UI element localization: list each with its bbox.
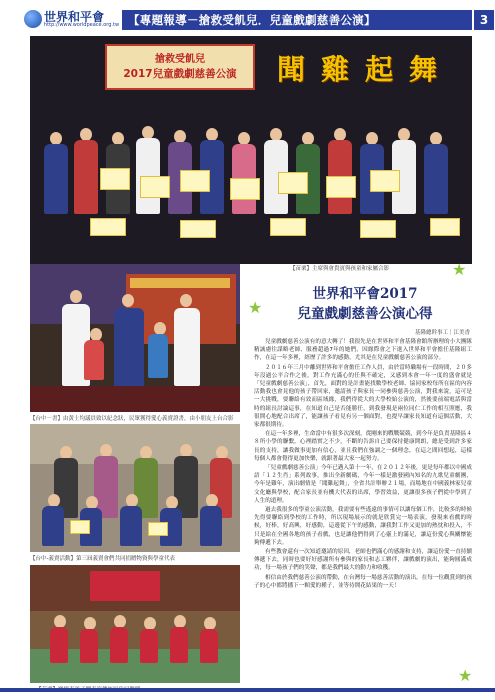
globe-icon [24, 10, 42, 28]
article-paragraph: 相信由於我們慈善公演的帶動，在台灣每一場慈善活動的演出，在每一位觀賞到的孩子的心中都將播下一顆愛的種子，並等待開花結果的一天！ [254, 574, 472, 589]
stage-title-char: 舞 [408, 53, 437, 86]
article-author: 基隆總幹事工｜江美香 [414, 330, 470, 336]
stage-title-char: 起 [364, 53, 393, 86]
article-paragraph: 在這一年多裡，生命當中有很多次深刻，從剛來的戰戰兢兢，到今年是負責基隆區４８所小學的聯繫，心裡踏實之不少，不斷的告訴自己要保持健康開朗，總是受到許多家長的支持，讓我做事更加有信心，並且我們在強調之一個理念，在這之間回想起，這樣每個人都會覺得更加快樂，就跟著最大家一起努力。 [254, 431, 472, 462]
main-group-photo [30, 36, 472, 264]
org-url: http://www.worldpeace.org.tw [44, 22, 120, 28]
star-icon: ★ [452, 260, 467, 279]
page-number: 3 [474, 10, 494, 30]
org-name: 世界和平會 [44, 10, 105, 24]
stage-title-char: 聞 [276, 53, 305, 86]
article-paragraph: 過去我很多的學童公演活動，我需要有些遙遠的事情可以讓每個工作，比較多的時候先得要聯絡到學校的工作時，所以現場展示的就是欣賞完一場表演，發現來看戲的時候，好棒，好高興，好感動，這邊從下午的感動，讓我對工作又更加的熱忱和投入，不只是給在全國各地的孩子看戲，也是讓他們得到了心靈上的滿足，讓這份愛心與關懷能夠傳遞下去。 [254, 507, 472, 546]
star-icon: ★ [248, 298, 263, 317]
taichung-donation-photo [30, 424, 240, 552]
article-paragraph: 兒童戲劇慈善公演有的意大轉了！我很先是在世界和平會基隆會館所辦理的小大團隊精誠慮往謀略老師、服務超過7年的她們，因緣際會之下進入世界和平會擔任基隆組工作，在這一年多裡，經歷了許多的感動，尤其是在兒童戲劇慈善公演的部分。 [254, 339, 472, 362]
article-paragraph: 有些教會還有一次知道邀請的原因，老師也們滿心的感謝和支持，讓這份愛一直持續傳遞下去，同時也要好好感謝所有參與的家長和志工夥伴，讓戲劇的演出，能夠圓滿成功，每一場孩子們的笑聲，都是我們最大的動力和收穫。 [254, 549, 472, 572]
section-banner-title: 【專題報導－搶救受飢兒．兒童戲劇慈善公演】 [128, 13, 376, 27]
article-title-line1: 世界和平會2017 [312, 286, 418, 302]
article-paragraph: ２０１６年三月中離到世界和平會擔任工作人員，由於當時職場有一段時間，２０多年沒過公平合作之後，對工作充滿心的任與不確定，又感到本會一年一度的盛會就是「兒童戲劇慈善公演」，首先，面對的是計畫能找數學校老師、協同家校每所在區的內容活動我也會見他的孩子帶回家，邀請孩子與家長一同參與慈善公演，對我來說，這可是一大挑戰，要聯絡有效而區域緣，我們得從大的大學校始公演的，然後要前端電話與當時的組長討論這事，在知道自己是否能勝任，到我發現是兩位同仁工作的相互照應，我很開心地配合出席了，能讓孩子看見有另一個面對，也提早讓家長知道有這個活動，大家都很期待。 [254, 364, 472, 429]
stage-title-char: 雞 [320, 53, 349, 86]
article-body [254, 338, 472, 591]
page-header [0, 0, 495, 34]
section-banner [122, 10, 472, 30]
stage-play-title [270, 48, 460, 88]
taichung-photo-caption: 【台中－書】由黃士均議員致以紀念狀，民眾獲得愛心義賣證書，由小朋友上台合影 [30, 416, 234, 422]
miaoli-dance-photo [30, 565, 240, 683]
article-title-line2: 兒童戲劇慈善公演心得 [297, 306, 433, 322]
stage-banner-line1: 搶救受飢兒 [155, 54, 205, 65]
taichung-donation-caption: 【台中-義賣活動】第三屆義賣會們共同捐贈物資與學童代表 [30, 556, 175, 562]
star-icon: ★ [458, 666, 473, 685]
footer-rule [0, 688, 495, 692]
main-photo-caption: 【苗栗】主席與會貴賓與孩童和家屬合影 [290, 266, 390, 272]
org-logo[interactable] [24, 8, 124, 30]
article-paragraph: 「兒童戲劇慈善公演」今年已邁入第十一年，在２０１２年後，更是每年都以中國成語「１２生肖」系列故事，推出全新劇碼，今年一樣是激發國內知名的九歌兒童劇團，今年是雞年，演出劇情是「聞雞起舞」，全省共計舉辦２１場，而場地在中國義林家兒童文化廳與學校，配合家長並有機大代表的出席，學習效益，更讓很多孩子們從中學到了人生的道理。 [254, 465, 472, 504]
taichung-award-photo [30, 264, 240, 412]
stage-banner [105, 44, 255, 90]
stage-banner-line2: 2017兒童戲劇慈善公演 [123, 68, 237, 80]
